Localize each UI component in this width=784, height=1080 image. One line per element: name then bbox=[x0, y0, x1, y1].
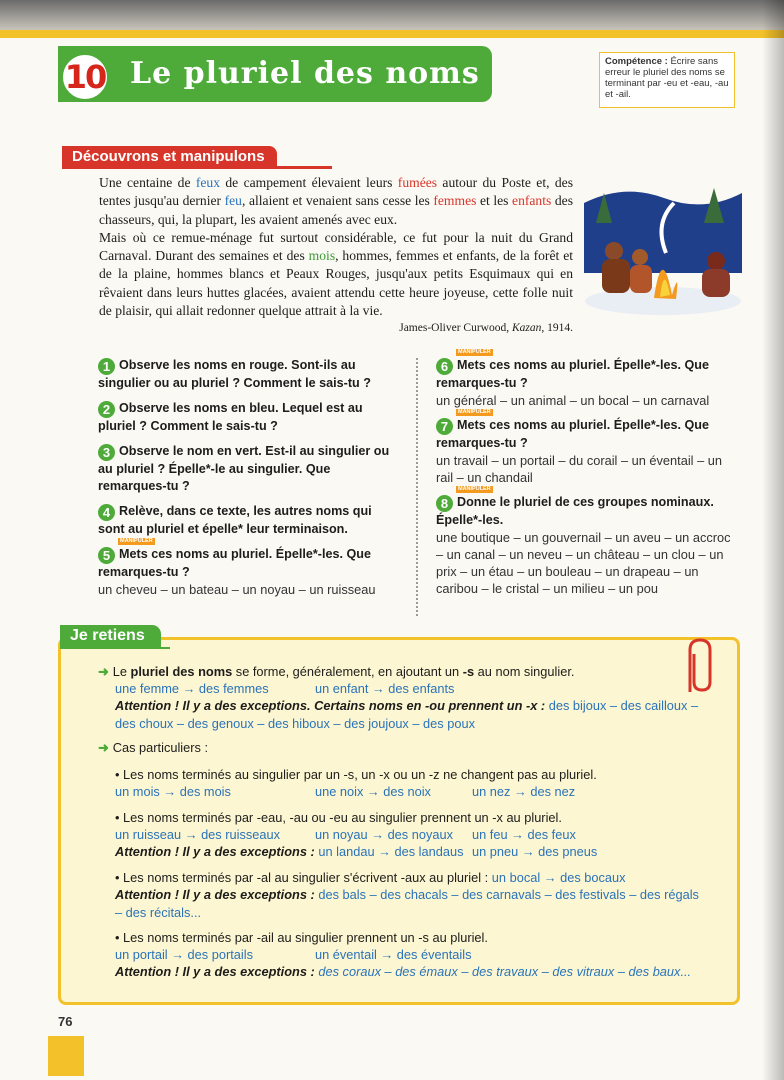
reading-segment: et les bbox=[476, 193, 513, 209]
attention-ail-label: Attention ! Il y a des exceptions : bbox=[115, 964, 315, 979]
case-ail: • Les noms terminés par -ail au singulier prennent un -s au pluriel. bbox=[115, 930, 488, 945]
case-sxz-ex2: une noix → des noix bbox=[315, 784, 431, 799]
highlighted-noun: enfants bbox=[512, 193, 552, 209]
case-eau: • Les noms terminés par -eau, -au ou -eu au singulier prennent un -x au pluriel. bbox=[115, 810, 562, 825]
attention-al bbox=[115, 886, 700, 921]
page-number: 76 bbox=[58, 1014, 73, 1029]
exercise-question-text: Observe le nom en vert. Est-il au singulier ou au pluriel ? Épelle*-le au singulier. Que remarques-tu ? bbox=[98, 444, 390, 493]
exercise-3 bbox=[98, 443, 398, 495]
exercise-number: 7 bbox=[436, 418, 453, 435]
highlighted-noun: fumées bbox=[397, 175, 438, 190]
attention-ou-list: des bijoux – des cailloux – des choux – des genoux – des hiboux – des joujoux – des poux bbox=[115, 698, 699, 731]
manipuler-tag: MANIPULER bbox=[458, 486, 491, 492]
exercise-number: 8 bbox=[436, 495, 453, 512]
je-retiens-heading: Je retiens bbox=[60, 625, 161, 649]
exercise-number: 5 bbox=[98, 547, 115, 564]
highlighted-noun: feux bbox=[195, 175, 221, 190]
reading-segment: de campement élevaient leurs bbox=[220, 175, 398, 190]
section-discover-heading: Découvrons et manipulons bbox=[62, 146, 277, 168]
exercise-number: 3 bbox=[98, 444, 115, 461]
cas-particuliers-label: Cas particuliers : bbox=[112, 740, 209, 755]
manipuler-tag: MANIPULER bbox=[458, 409, 491, 415]
competence-text: Écrire sans erreur le pluriel des noms se terminant par -eu et -eau, -au et -ail. bbox=[605, 56, 729, 100]
rule-text-1: Le bbox=[112, 664, 131, 679]
competence-label: Compétence : bbox=[605, 56, 668, 67]
exercise-number: 6 bbox=[436, 358, 453, 375]
exercise-number: 2 bbox=[98, 401, 115, 418]
exercise-question-text: Relève, dans ce texte, les autres noms qui sont au pluriel et épelle* leur terminaison. bbox=[98, 504, 372, 536]
exercise-question bbox=[98, 546, 398, 581]
reading-segment: , hommes, femmes et enfants, de la forêt et de la plaine, hommes blancs et Peaux Rouges, jusqu'aux petits Esquimaux qui en rêvaient dans leurs huttes glacées, avaient attendu cette heure joyeuse, cette folle nuit de plaisir, qui allait redonner quelque attrait à la vie. bbox=[99, 248, 574, 319]
reading-segment: Mais où ce remue-ménage fut surtout considérable, ce fut pour la nuit du Grand Carnaval. Durant des semaines et des bbox=[99, 229, 573, 264]
exercise-question bbox=[436, 417, 735, 452]
campfire-illustration bbox=[584, 183, 742, 318]
case-eau-ex2: un noyau → des noyaux bbox=[315, 827, 454, 842]
arrow-icon: ➜ bbox=[98, 664, 109, 679]
attention-al-list: des bals – des chacals – des carnavals – des festivals – des régals – des récitals... bbox=[115, 887, 699, 920]
corner-tab bbox=[48, 1036, 84, 1076]
citation-year: , 1914. bbox=[541, 322, 573, 334]
exercise-6 bbox=[436, 349, 735, 409]
reading-paragraph-1 bbox=[99, 174, 573, 229]
citation-work: Kazan bbox=[511, 322, 542, 334]
arrow-icon: ➜ bbox=[98, 740, 109, 755]
case-sxz-ex1: un mois → des mois bbox=[115, 784, 231, 799]
reading-segment: Une centaine de bbox=[99, 175, 196, 190]
exercise-question bbox=[98, 400, 398, 435]
highlighted-noun: femmes bbox=[433, 193, 477, 209]
binding-shadow bbox=[762, 0, 784, 1080]
page-title: Le pluriel des noms bbox=[130, 56, 480, 91]
exercise-5 bbox=[98, 538, 398, 598]
lesson-number: 10 bbox=[60, 52, 110, 102]
exercise-1 bbox=[98, 357, 398, 392]
section-underline bbox=[62, 166, 332, 169]
case-al bbox=[115, 869, 725, 887]
rule-s: -s bbox=[462, 664, 475, 679]
cas-particuliers bbox=[98, 739, 208, 757]
reading-text bbox=[99, 174, 573, 320]
exercise-number: 4 bbox=[98, 504, 115, 521]
manipuler-tag: MANIPULER bbox=[458, 349, 491, 355]
case-sxz: • Les noms terminés au singulier par un -s, un -x ou un -z ne changent pas au pluriel. bbox=[115, 767, 597, 782]
exercise-question bbox=[98, 503, 398, 538]
yellow-band bbox=[0, 30, 784, 38]
attention-eu bbox=[115, 843, 715, 861]
exercise-question-text: Observe les noms en bleu. Lequel est au pluriel ? Comment le sais-tu ? bbox=[98, 401, 363, 433]
case-al-ex: un bocal → des bocaux bbox=[488, 870, 626, 885]
highlighted-noun: feu bbox=[224, 193, 242, 209]
highlighted-noun: mois bbox=[308, 248, 336, 264]
case-sxz-ex3: un nez → des nez bbox=[472, 784, 576, 799]
reading-segment: des chasseurs, qui, la plupart, les avaient amenés avec eux. bbox=[99, 193, 573, 227]
attention-eu-label: Attention ! Il y a des exceptions : bbox=[115, 844, 315, 859]
column-divider bbox=[416, 358, 418, 616]
attention-eu-ex1: un landau → des landaus bbox=[314, 844, 464, 859]
exercise-word-list: une boutique – un gouvernail – un aveu – un accroc – un canal – un neveu – un château – un clou – un prix – un étau – un bouleau – un drapeau – un caribou – le cristal – un milieu – un pou bbox=[436, 530, 731, 596]
exercise-question-text: Observe les noms en rouge. Sont-ils au singulier ou au pluriel ? Comment le sais-tu ? bbox=[98, 358, 371, 390]
exercise-question-text: Mets ces noms au pluriel. Épelle*-les. Que remarques-tu ? bbox=[436, 358, 709, 390]
reading-segment: autour du Poste et, des tentes jusqu'au dernier bbox=[99, 175, 573, 209]
je-retiens-underline bbox=[60, 647, 170, 649]
example-1a: une femme → des femmes bbox=[115, 681, 269, 696]
case-ail-ex1: un portail → des portails bbox=[115, 947, 253, 962]
exercise-question bbox=[98, 357, 398, 392]
attention-al-label: Attention ! Il y a des exceptions : bbox=[115, 887, 315, 902]
rule-text-2: se forme, généralement, en ajoutant un bbox=[232, 664, 463, 679]
case-ail-ex2: un éventail → des éventails bbox=[315, 947, 472, 962]
page-top-edge bbox=[0, 0, 784, 32]
attention-ou bbox=[115, 697, 705, 732]
attention-eu-ex2: un pneu → des pneus bbox=[472, 844, 598, 859]
exercise-4 bbox=[98, 503, 398, 538]
exercise-number: 1 bbox=[98, 358, 115, 375]
rule-general bbox=[98, 663, 718, 681]
exercise-question-text: Mets ces noms au pluriel. Épelle*-les. Que remarques-tu ? bbox=[98, 547, 371, 579]
case-al-text: • Les noms terminés par -al au singulier s'écrivent -aux au pluriel : bbox=[115, 870, 489, 885]
exercise-word-list: un général – un animal – un bocal – un carnaval bbox=[436, 393, 710, 408]
exercise-question bbox=[436, 357, 735, 392]
manipuler-tag: MANIPULER bbox=[120, 538, 153, 544]
reading-segment: , allaient et venaient sans cesse les bbox=[241, 193, 434, 209]
exercise-word-list: un cheveu – un bateau – un noyau – un ruisseau bbox=[98, 582, 376, 597]
exercise-word-list: un travail – un portail – du corail – un éventail – un rail – un chandail bbox=[436, 453, 722, 485]
attention-ail bbox=[115, 963, 725, 981]
exercises-right-column bbox=[436, 349, 735, 605]
exercise-question-text: Mets ces noms au pluriel. Épelle*-les. Que remarques-tu ? bbox=[436, 418, 709, 450]
exercises-left-column bbox=[98, 357, 398, 606]
citation-author: James-Oliver Curwood, bbox=[399, 322, 512, 334]
attention-ail-list: des coraux – des émaux – des travaux – des vitraux – des baux... bbox=[314, 964, 692, 979]
attention-ou-label: Attention ! Il y a des exceptions. Certains noms en -ou prennent un -x : bbox=[115, 698, 546, 713]
exercise-2 bbox=[98, 400, 398, 435]
exercise-question-text: Donne le pluriel de ces groupes nominaux. Épelle*-les. bbox=[436, 495, 714, 527]
case-eau-ex1: un ruisseau → des ruisseaux bbox=[115, 827, 281, 842]
case-eau-ex3: un feu → des feux bbox=[472, 827, 576, 842]
exercise-8 bbox=[436, 486, 735, 597]
rule-text-3: au nom singulier. bbox=[474, 664, 575, 679]
exercise-question bbox=[436, 494, 735, 529]
reading-paragraph-2 bbox=[99, 229, 573, 320]
rule-bold: pluriel des noms bbox=[130, 664, 233, 679]
exercise-7 bbox=[436, 409, 735, 486]
exercise-question bbox=[98, 443, 398, 495]
example-1b: un enfant → des enfants bbox=[315, 681, 455, 696]
competence-box bbox=[599, 52, 735, 108]
citation bbox=[360, 322, 573, 334]
